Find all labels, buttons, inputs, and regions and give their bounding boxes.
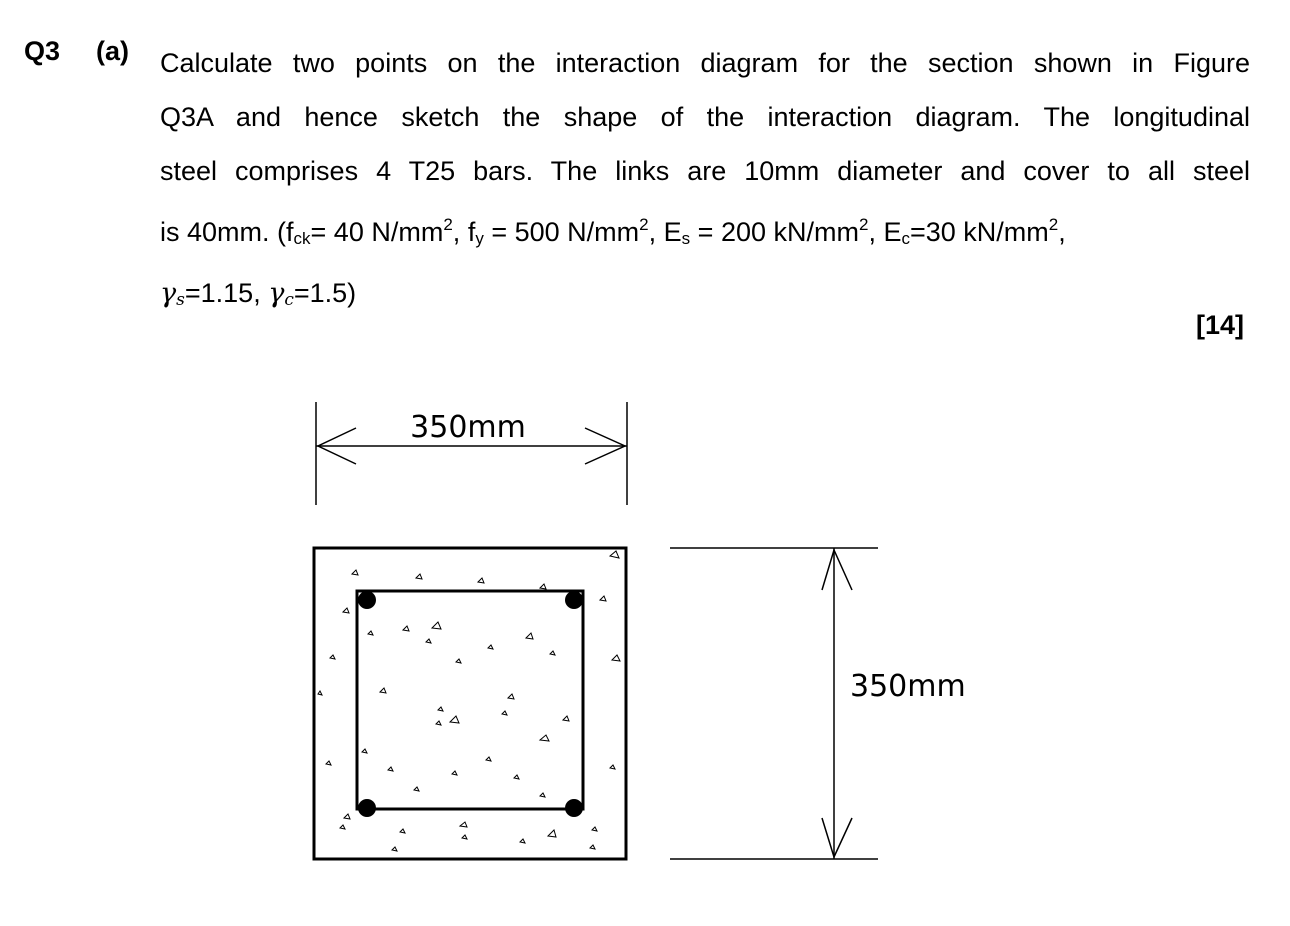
fck-param: fck= 40 $N/mm^2$, (286, 215, 461, 248)
bar-top-right (565, 591, 583, 609)
question-line-2: Q3A and hence sketch the shape of the interaction diagram. The longitudinal (160, 102, 1250, 132)
height-dimension (670, 548, 878, 859)
height-label: 350mm (850, 669, 966, 704)
question-line-1: Calculate two points on the interaction diagram for the section shown in Figure (160, 48, 1250, 78)
question-part: (a) (96, 36, 129, 66)
gamma-s-param: γs=1.15, (160, 278, 269, 310)
width-label: 350mm (410, 410, 526, 445)
question-number: Q3 (24, 36, 61, 66)
question-line-4: is 40mm. (fck= 40 $N/mm^2$, fy = 500 $N/mm^2$, Es = 200 $kN/mm^2$, Ec=30 $kN/mm^2$, (160, 215, 1066, 248)
bar-bottom-left (358, 799, 376, 817)
bar-bottom-right (565, 799, 583, 817)
fy-param: fy = 500 $N/mm^2$, (467, 215, 657, 248)
question-line-3: steel comprises 4 T25 bars. The links are 10mm diameter and cover to all steel (160, 156, 1250, 186)
gamma-c-param: γc=1.5) (268, 278, 357, 310)
marks-label: [14] (1195, 310, 1244, 340)
height-arrow-bottom (822, 818, 852, 857)
height-arrow-top (822, 550, 852, 590)
es-param: Es = 200 $kN/mm^2$, (663, 215, 876, 248)
ec-param: Ec=30 $kN/mm^2$, (883, 215, 1066, 248)
bar-top-left (358, 591, 376, 609)
link-outline (357, 591, 583, 809)
